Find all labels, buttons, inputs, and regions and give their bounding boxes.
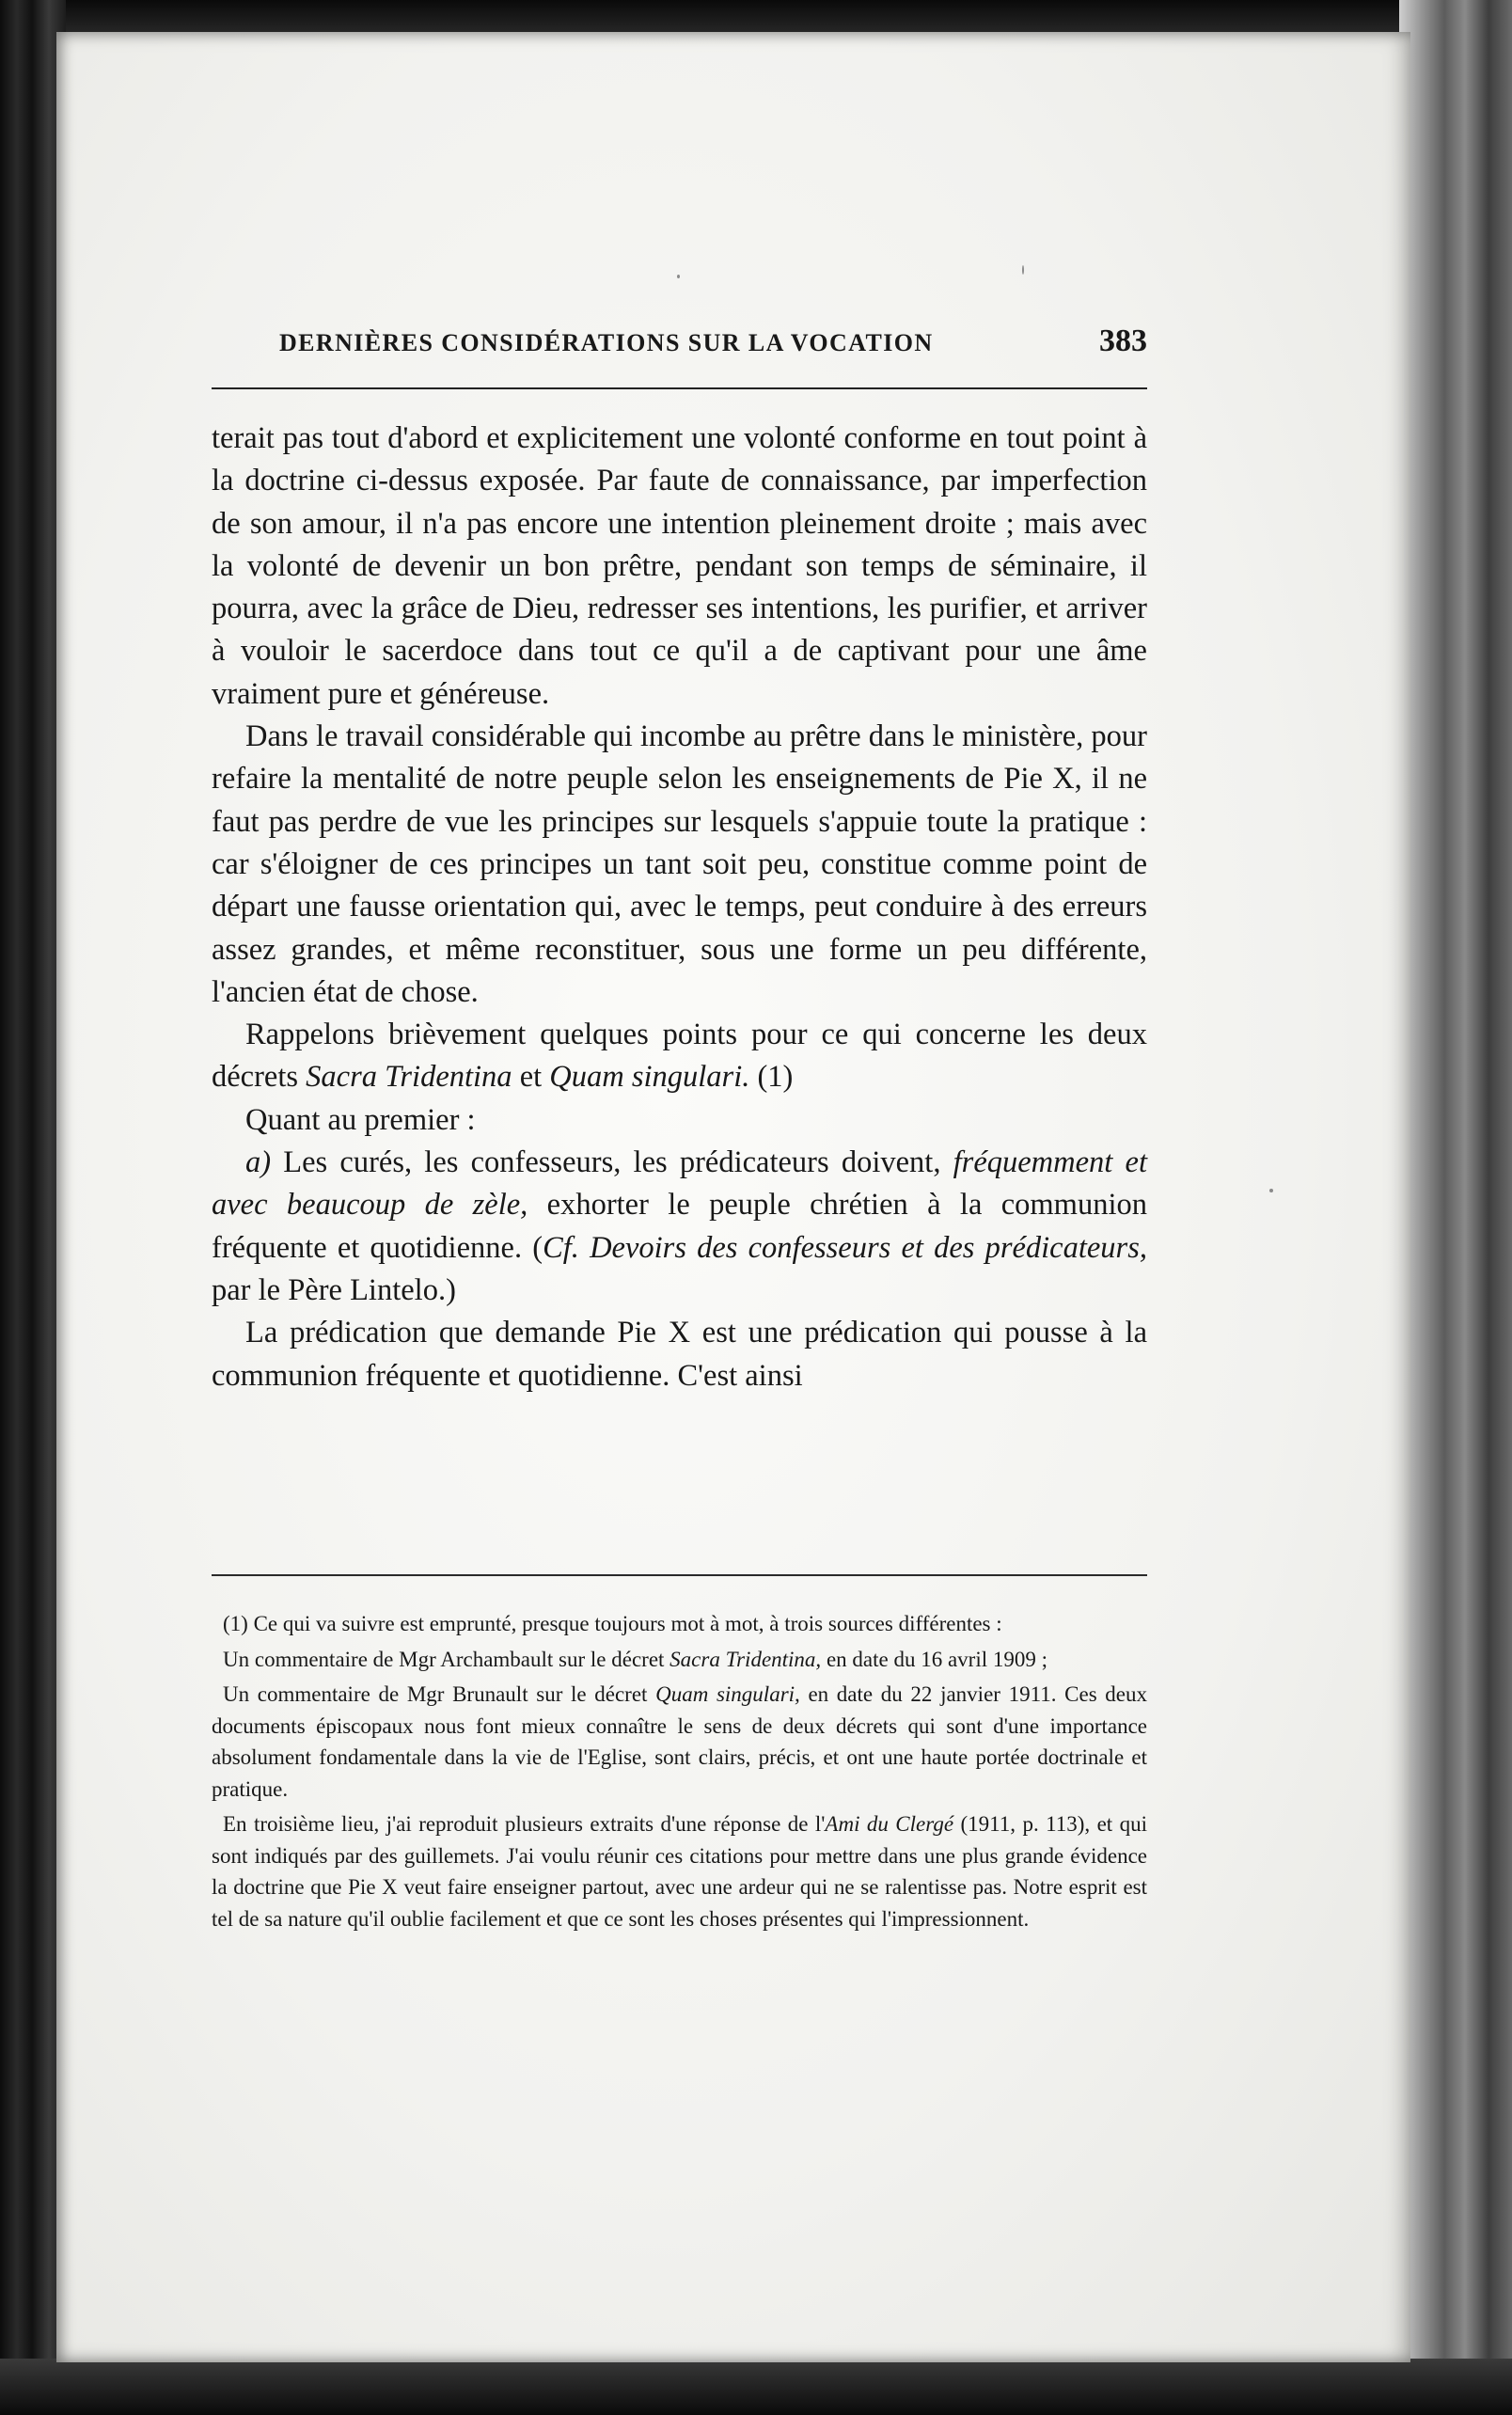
decree-title-quam-singulari: Quam singulari. [549,1060,750,1095]
paragraph-2: Dans le travail considérable qui incombe au prêtre dans le ministère, pour refaire la mentalité de notre peuple selon les enseignements de Pie X, il ne faut pas perdre de vue les principes sur lesquels s'appuie toute la pratique : car s'éloigner de ces principes un tant soit peu, constitue comme point de départ une fausse orientation qui, avec le temps, peut conduire à des erreurs assez grandes, et même reconstituer, sous une forme un peu différente, l'ancien état de chose. [212,719,1147,1009]
footnote-reference: (1) [749,1060,794,1095]
header-rule [212,387,1147,389]
paragraph-5-text-3: par le Père Lintelo.) [212,1272,456,1307]
footnote-source-2-text-1: Un commentaire de Mgr Brunault sur le décret [223,1682,656,1706]
paragraph-5 [212,1142,1147,1312]
list-marker-a: a) [245,1145,272,1180]
footnote-source-3-text-1: En troisième lieu, j'ai reproduit plusieurs extraits d'une réponse de l' [223,1812,826,1836]
footnote-1: (1) Ce qui va suivre est emprunté, presque toujours mot à mot, à trois sources différentes : [223,1612,1002,1635]
footnote-source-1-italic: Sacra Tridentina, [669,1647,822,1671]
main-text [212,418,1147,1397]
footnote-source-1-text-1: Un commentaire de Mgr Archambault sur le décret [223,1647,670,1671]
paragraph-1: terait pas tout d'abord et explicitement une volonté conforme en tout point à la doctrine ci-dessus exposée. Par faute de connaissance, par imperfection de son amour, il n'a pas encore une intention pleinement droite ; mais avec la volonté de devenir un bon prêtre, pendant son temps de séminaire, il pourra, avec la grâce de Dieu, redresser ses intentions, les purifier, et arriver à vouloir le sacerdoce dans tout ce qu'il a de captivant pour une âme vraiment pure et généreuse. [212,421,1147,711]
footnote-source-3-italic: Ami du Clergé [825,1812,954,1836]
paragraph-3-text-2: et [512,1060,550,1095]
paragraph-5-text-1: Les curés, les confesseurs, les prédicateurs doivent, [271,1145,953,1180]
scan-right-edge [1399,0,1512,2415]
footnote-source-1 [212,1644,1147,1676]
paragraph-3 [212,1014,1147,1099]
footnote-source-3 [212,1808,1147,1934]
book-page [56,32,1410,2362]
paragraph-6: La prédication que demande Pie X est une prédication qui pousse à la communion fréquente et quotidienne. C'est ainsi [212,1316,1147,1393]
scan-bottom-edge [0,2359,1512,2415]
paragraph-5-italic-1: fréquemment et avec beaucoup de zèle, [212,1145,1147,1223]
cited-work-title: Cf. Devoirs des confesseurs et des prédicateurs, [543,1230,1147,1265]
footnote-rule [212,1574,1147,1576]
running-head-title: DERNIÈRES CONSIDÉRATIONS SUR LA VOCATION [279,329,934,356]
paragraph-4: Quant au premier : [245,1102,476,1137]
footnote-source-2-text-2: en date du 22 janvier 1911. Ces deux documents épiscopaux nous font mieux connaître le sens de deux décrets qui sont d'une importance absolument fondamentale dans la vie de l'Eglise, sont clairs, précis, et ont une haute portée doctrinale et pratique. [212,1682,1148,1801]
decree-title-sacra-tridentina: Sacra Tridentina [306,1060,512,1095]
footnote-source-2 [212,1679,1147,1805]
footnote-source-2-italic: Quam singulari, [655,1682,800,1706]
page-number: 383 [1099,324,1147,358]
footnote-source-3-text-2: (1911, p. 113), et qui sont indiqués par des guillemets. J'ai voulu réunir ces citations pour mettre dans une plus grande évidence la doctrine que Pie X veut faire enseigner partout, avec une ardeur qui ne se ralentisse pas. Notre esprit est tel de sa nature qu'il oublie facilement et que ce sont les choses présentes qui l'impressionnent. [212,1812,1148,1931]
running-head [212,320,1147,376]
footnote-source-1-text-2: en date du 16 avril 1909 ; [821,1647,1047,1671]
paragraph-3-text-1: Rappelons brièvement quelques points pour ce qui concerne les deux décrets [212,1018,1147,1095]
paragraph-5-text-2: exhorter le peuple chrétien à la communion fréquente et quotidienne. ( [212,1188,1147,1265]
paper-speck [1022,265,1024,275]
footnotes [212,1608,1147,1938]
paper-speck [677,275,680,278]
paper-speck [1269,1189,1273,1192]
